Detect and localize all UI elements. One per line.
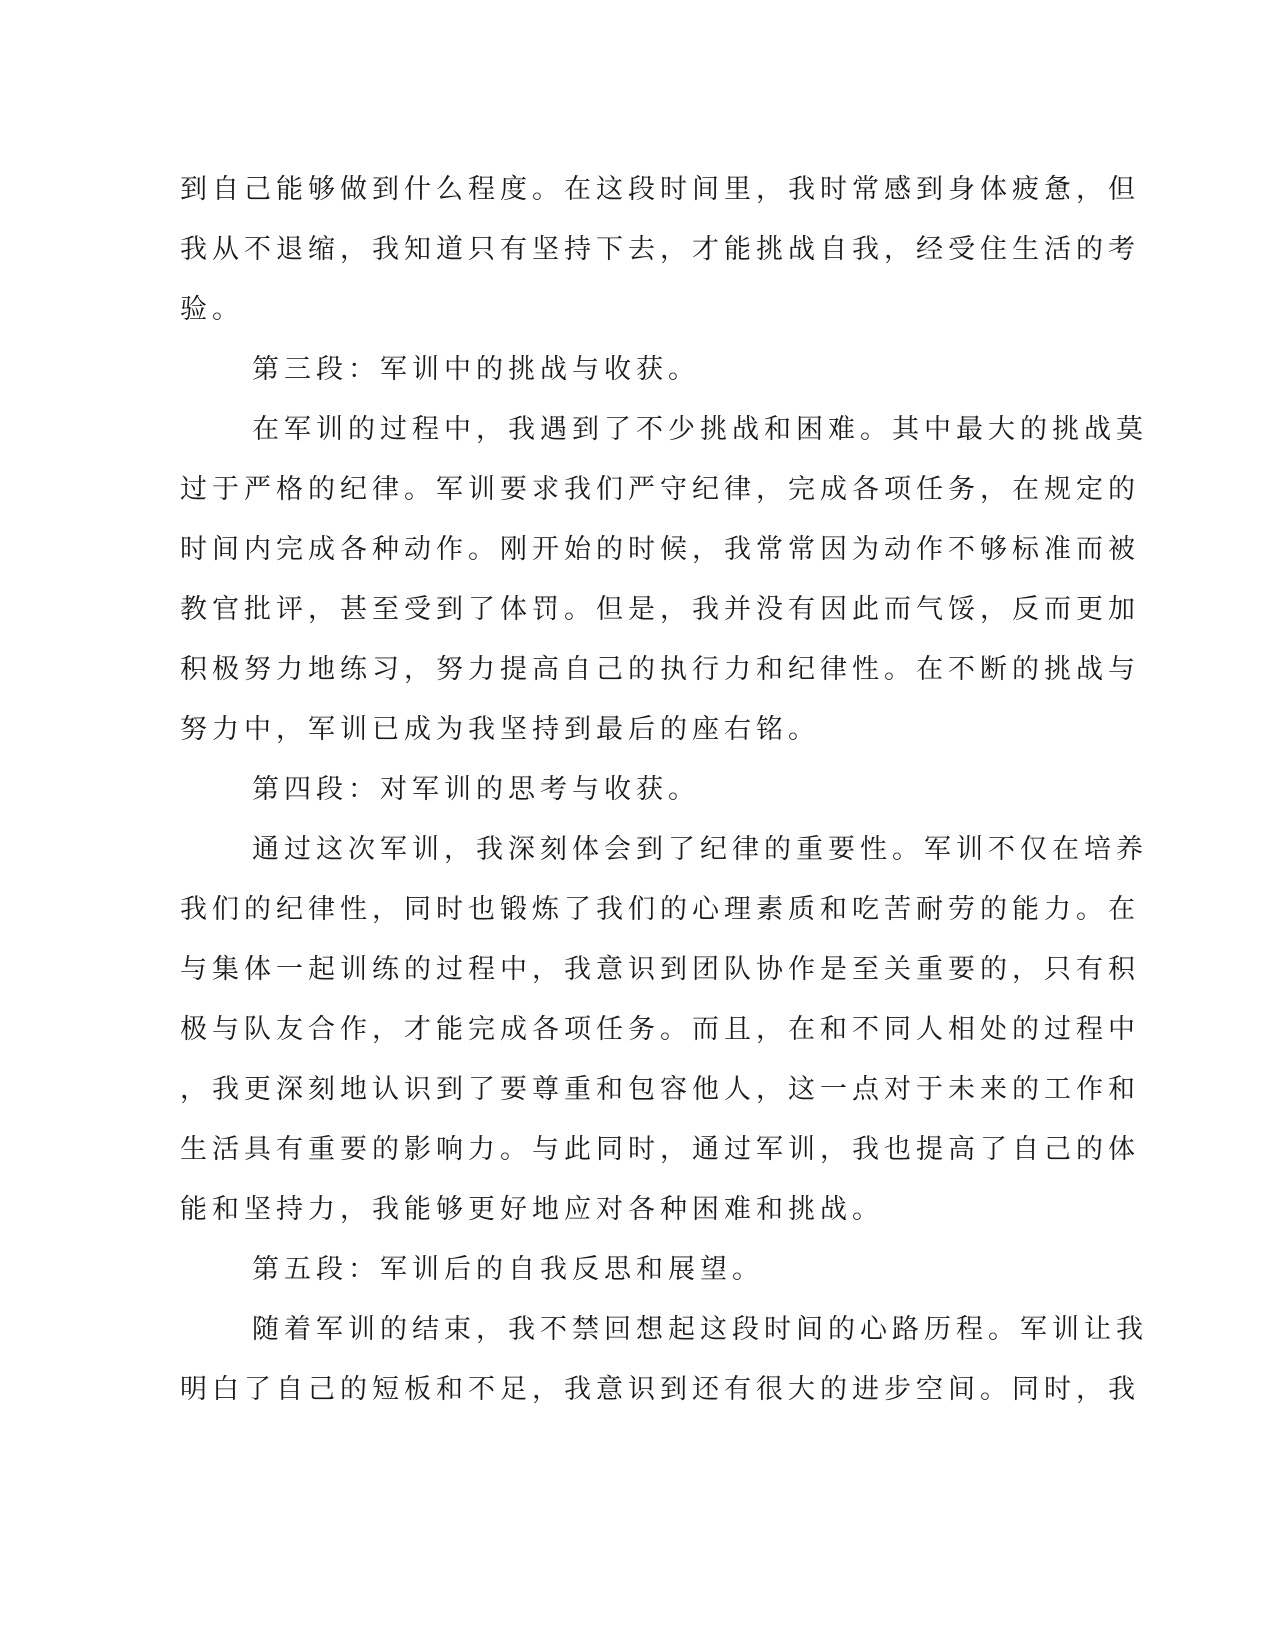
text-line: 到自己能够做到什么程度。在这段时间里，我时常感到身体疲惫，但 [180, 174, 1140, 205]
text-line: 极与队友合作，才能完成各项任务。而且，在和不同人相处的过程中 [180, 1014, 1140, 1045]
text-line: 能和坚持力，我能够更好地应对各种困难和挑战。 [180, 1194, 884, 1225]
text-line: 教官批评，甚至受到了体罚。但是，我并没有因此而气馁，反而更加 [180, 594, 1140, 625]
text-line: 我从不退缩，我知道只有坚持下去，才能挑战自我，经受住生活的考 [180, 234, 1140, 265]
text-line: 时间内完成各种动作。刚开始的时候，我常常因为动作不够标准而被 [180, 534, 1140, 565]
section-heading-5: 第五段：军训后的自我反思和展望。 [252, 1254, 764, 1285]
text-line: 与集体一起训练的过程中，我意识到团队协作是至关重要的，只有积 [180, 954, 1140, 985]
paragraph-start: 随着军训的结束，我不禁回想起这段时间的心路历程。军训让我 [252, 1314, 1148, 1345]
text-line: 积极努力地练习，努力提高自己的执行力和纪律性。在不断的挑战与 [180, 654, 1140, 685]
section-heading-4: 第四段：对军训的思考与收获。 [252, 774, 700, 805]
text-line: ，我更深刻地认识到了要尊重和包容他人，这一点对于未来的工作和 [180, 1074, 1140, 1105]
text-line: 生活具有重要的影响力。与此同时，通过军训，我也提高了自己的体 [180, 1134, 1140, 1165]
text-line: 我们的纪律性，同时也锻炼了我们的心理素质和吃苦耐劳的能力。在 [180, 894, 1140, 925]
text-line: 验。 [180, 294, 244, 325]
text-line: 过于严格的纪律。军训要求我们严守纪律，完成各项任务，在规定的 [180, 474, 1140, 505]
body-text [180, 160, 1148, 1420]
paragraph-start: 在军训的过程中，我遇到了不少挑战和困难。其中最大的挑战莫 [252, 414, 1148, 445]
text-line: 明白了自己的短板和不足，我意识到还有很大的进步空间。同时，我 [180, 1374, 1140, 1405]
paragraph-start: 通过这次军训，我深刻体会到了纪律的重要性。军训不仅在培养 [252, 834, 1148, 865]
text-line: 努力中，军训已成为我坚持到最后的座右铭。 [180, 714, 820, 745]
section-heading-3: 第三段：军训中的挑战与收获。 [252, 354, 700, 385]
